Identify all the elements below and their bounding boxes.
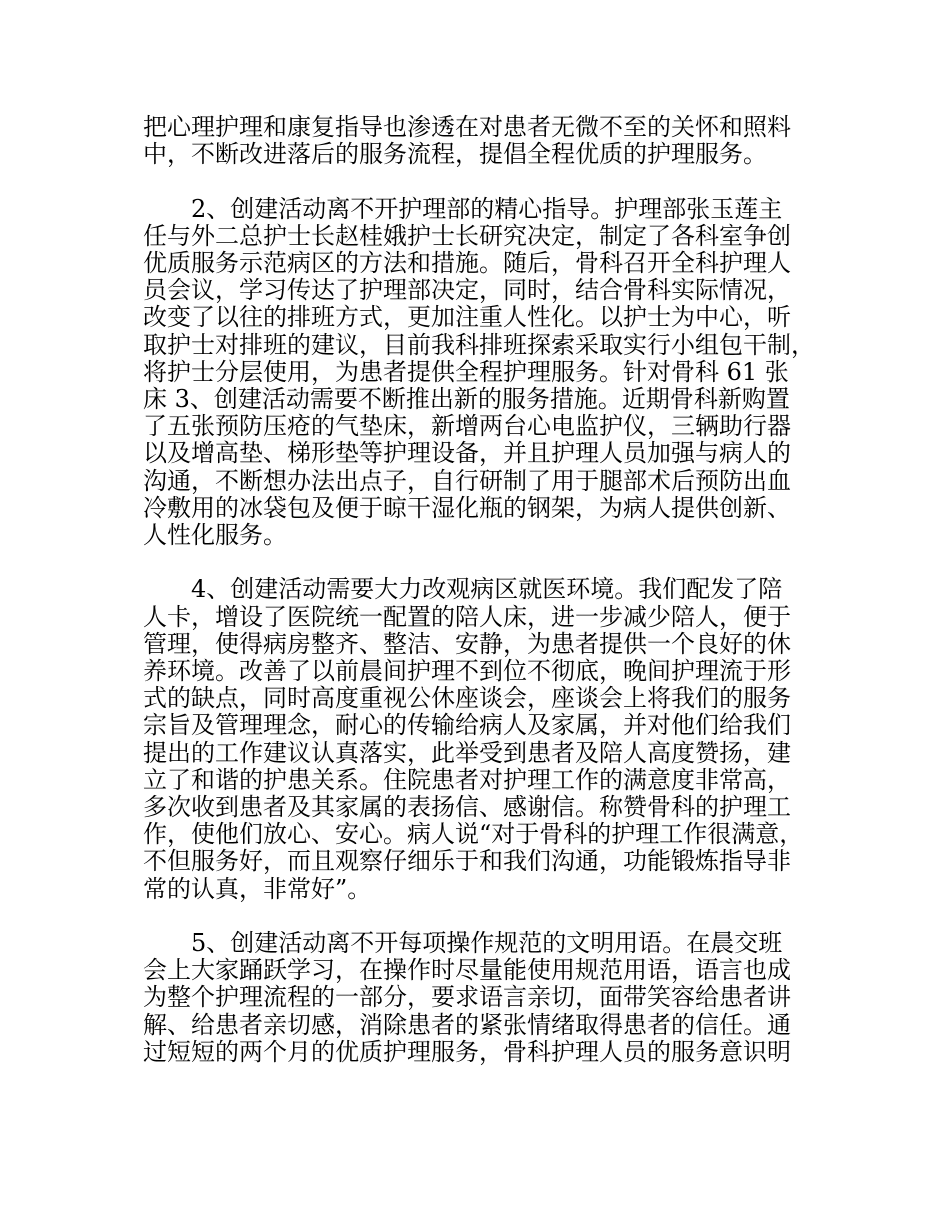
text-line: 提出的工作建议认真落实，此举受到患者及陪人高度赞扬，建 <box>143 738 791 767</box>
text-line: 将护士分层使用，为患者提供全程护理服务。针对骨科 61 张 <box>143 357 789 386</box>
text-line: 养环境。改善了以前晨间护理不到位不彻底，晚间护理流于形 <box>143 657 791 686</box>
text-line: 会上大家踊跃学习，在操作时尽量能使用规范用语，语言也成 <box>143 956 791 985</box>
text-line: 4、创建活动需要大力改观病区就医环境。我们配发了陪 <box>191 575 783 604</box>
text-line: 式的缺点，同时高度重视公休座谈会，座谈会上将我们的服务 <box>143 684 791 713</box>
text-line: 了五张预防压疮的气垫床，新增两台心电监护仪，三辆助行器 <box>143 412 791 441</box>
text-line: 2、创建活动离不开护理部的精心指导。护理部张玉莲主 <box>191 194 783 223</box>
paragraph-4 <box>143 576 823 902</box>
text-line: 改变了以往的排班方式，更加注重人性化。以护士为中心，听 <box>143 303 791 332</box>
paragraph-5 <box>143 930 823 1066</box>
text-line: 为整个护理流程的一部分，要求语言亲切，面带笑容给患者讲 <box>143 983 791 1012</box>
text-line: 人卡，增设了医院统一配置的陪人床，进一步减少陪人，便于 <box>143 602 791 631</box>
text-line: 人性化服务。 <box>143 521 287 550</box>
text-line: 中，不断改进落后的服务流程，提倡全程优质的护理服务。 <box>143 140 767 169</box>
text-line: 多次收到患者及其家属的表扬信、感谢信。称赞骨科的护理工 <box>143 793 791 822</box>
paragraph-2 <box>143 196 823 550</box>
text-line: 冷敷用的冰袋包及便于晾干湿化瓶的钢架，为病人提供创新、 <box>143 493 791 522</box>
text-line: 以及增高垫、梯形垫等护理设备，并且护理人员加强与病人的 <box>143 439 791 468</box>
text-line: 员会议，学习传达了护理部决定，同时，结合骨科实际情况， <box>143 276 791 305</box>
text-line: 作，使他们放心、安心。病人说“对于骨科的护理工作很满意， <box>143 820 804 849</box>
text-line: 取护士对排班的建议，目前我科排班探索采取实行小组包干制， <box>143 330 815 359</box>
text-line: 管理，使得病房整齐、整洁、安静，为患者提供一个良好的休 <box>143 629 791 658</box>
text-line: 过短短的两个月的优质护理服务，骨科护理人员的服务意识明 <box>143 1037 791 1066</box>
paragraph-continuation <box>143 114 823 168</box>
text-line: 宗旨及管理理念，耐心的传输给病人及家属，并对他们给我们 <box>143 711 791 740</box>
text-line: 常的认真，非常好”。 <box>143 874 372 903</box>
text-line: 床 3、创建活动需要不断推出新的服务措施。近期骨科新购置 <box>143 385 790 414</box>
text-line: 解、给患者亲切感，消除患者的紧张情绪取得患者的信任。通 <box>143 1010 791 1039</box>
text-line: 不但服务好，而且观察仔细乐于和我们沟通，功能锻炼指导非 <box>143 847 791 876</box>
text-line: 优质服务示范病区的方法和措施。随后，骨科召开全科护理人 <box>143 249 791 277</box>
text-line: 5、创建活动离不开每项操作规范的文明用语。在晨交班 <box>191 929 783 958</box>
text-line: 立了和谐的护患关系。住院患者对护理工作的满意度非常高， <box>143 765 791 794</box>
text-line: 沟通，不断想办法出点子，自行研制了用于腿部术后预防出血 <box>143 466 791 495</box>
text-line: 任与外二总护士长赵桂娥护士长研究决定，制定了各科室争创 <box>143 221 791 250</box>
text-line: 把心理护理和康复指导也渗透在对患者无微不至的关怀和照料 <box>143 113 791 141</box>
document-body <box>143 114 823 1093</box>
